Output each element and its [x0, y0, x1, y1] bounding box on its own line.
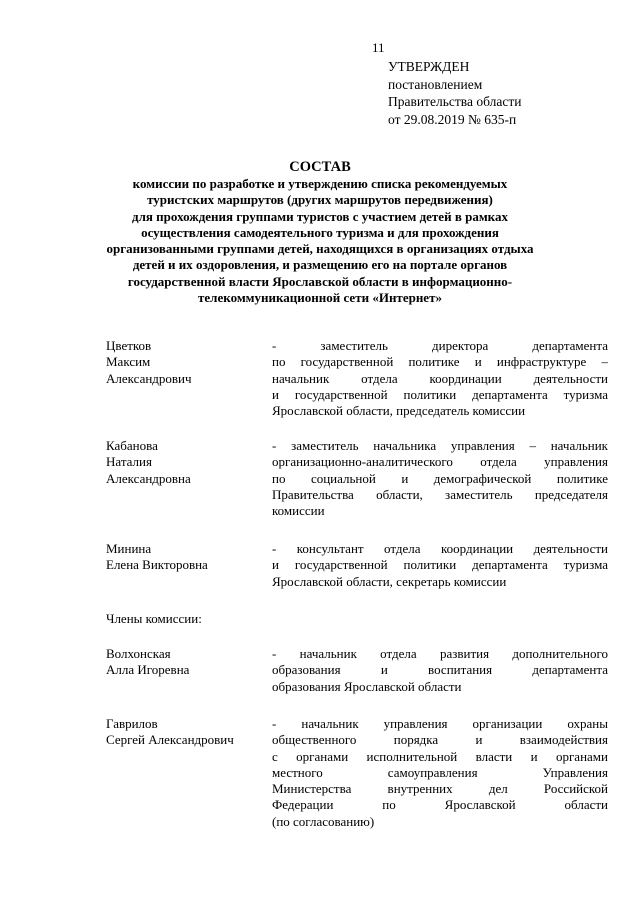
- subtitle-line: осуществления самодеятельного туризма и для прохождения: [141, 224, 499, 240]
- member-name-line: Минина: [106, 541, 152, 556]
- member-role-line: - начальник управления организации охраны: [272, 716, 608, 731]
- member-role: [272, 716, 608, 830]
- member-role-line: комиссии: [272, 503, 325, 519]
- member-name-line: Волхонская: [106, 646, 171, 661]
- approval-stamp: [388, 58, 521, 128]
- member-role-line: - начальник отдела развития дополнительного: [272, 646, 608, 661]
- subtitle-line: организованными группами детей, находящихся в организациях отдыха: [106, 241, 534, 257]
- subtitle-line: телекоммуникационной сети «Интернет»: [198, 290, 442, 306]
- page-number: 11: [372, 40, 385, 55]
- member-role: [272, 438, 608, 519]
- member-role-line: начальник отдела координации деятельности: [272, 370, 608, 386]
- subtitle-line: детей и их оздоровления, и размещению его на портале органов: [132, 257, 508, 273]
- member-role-line: по государственной политике и инфраструктуре –: [272, 354, 608, 370]
- member-role-line: местного самоуправления Управления: [272, 764, 608, 780]
- document-title: СОСТАВ: [289, 159, 351, 175]
- member-name-line: Кабанова: [106, 438, 158, 453]
- member-role: [272, 646, 608, 695]
- approval-line: от 29.08.2019 № 635-п: [388, 111, 517, 127]
- member-role-line: образования Ярославской области: [272, 678, 462, 694]
- member-role-line: Федерации по Ярославской области: [272, 797, 608, 813]
- approval-line: постановлением: [388, 76, 483, 92]
- member-name: [106, 338, 266, 387]
- member-name-line: Гаврилов: [106, 716, 158, 731]
- document-subtitle: [80, 176, 560, 306]
- member-role-line: с органами исполнительной власти и органами: [272, 748, 608, 764]
- members-section-label: Члены комиссии:: [106, 611, 202, 626]
- member-role-line: - заместитель начальника управления – начальник: [272, 438, 608, 453]
- subtitle-line: туристских маршрутов (других маршрутов передвижения): [147, 192, 493, 208]
- subtitle-line: государственной власти Ярославской области в информационно-: [127, 273, 513, 289]
- member-role-line: организационно-аналитического отдела управления: [272, 454, 608, 470]
- member-name-line: Цветков: [106, 338, 152, 353]
- member-role-line: Ярославской области, председатель комиссии: [272, 403, 526, 419]
- member-role-line: (по согласованию): [272, 813, 375, 829]
- member-role: [272, 338, 608, 419]
- member-name: [106, 646, 266, 679]
- member-role-line: Ярославской области, секретарь комиссии: [272, 573, 507, 589]
- member-name-line: Елена Викторовна: [106, 557, 208, 573]
- member-role: [272, 541, 608, 590]
- member-name: [106, 541, 266, 574]
- member-role-line: Правительства области, заместитель председателя: [272, 486, 608, 502]
- member-name-line: Александровна: [106, 470, 191, 486]
- member-name-line: Максим: [106, 354, 151, 370]
- member-role-line: по социальной и демографической политике: [272, 470, 608, 486]
- member-role-line: - консультант отдела координации деятельности: [272, 541, 608, 556]
- member-role-line: и государственной политики департамента туризма: [272, 386, 608, 402]
- approval-line: Правительства области: [388, 94, 522, 109]
- member-role-line: - заместитель директора департамента: [272, 338, 608, 353]
- member-role-line: общественного порядка и взаимодействия: [272, 732, 608, 748]
- member-name-line: Александрович: [106, 370, 192, 386]
- subtitle-line: для прохождения группами туристов с участием детей в рамках: [132, 208, 508, 224]
- member-name: [106, 716, 266, 749]
- member-name-line: Наталия: [106, 454, 152, 470]
- member-role-line: и государственной политики департамента туризма: [272, 557, 608, 573]
- member-name: [106, 438, 266, 487]
- member-name-line: Алла Игоревна: [106, 662, 190, 678]
- subtitle-line: комиссии по разработке и утверждению списка рекомендуемых: [132, 176, 508, 191]
- member-name-line: Сергей Александрович: [106, 732, 234, 748]
- approval-line: УТВЕРЖДЕН: [388, 59, 470, 74]
- member-role-line: образования и воспитания департамента: [272, 662, 608, 678]
- member-role-line: Министерства внутренних дел Российской: [272, 781, 608, 797]
